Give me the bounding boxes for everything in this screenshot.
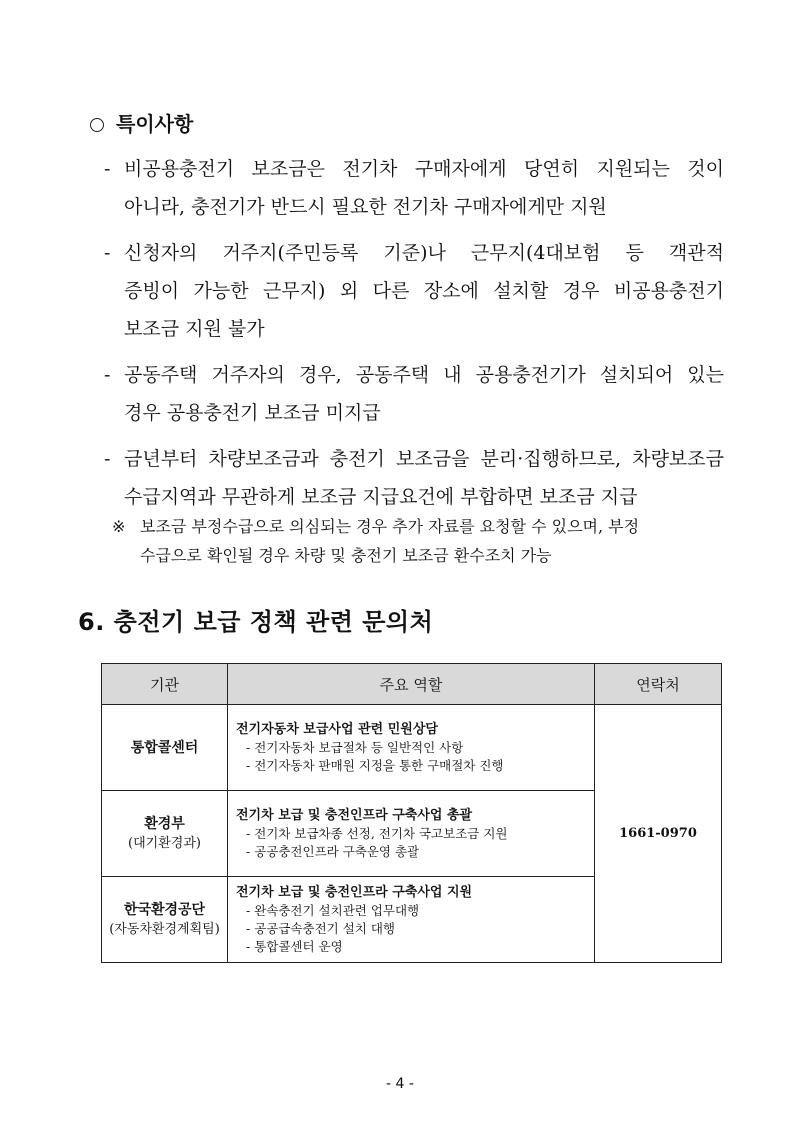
role-cell — [228, 705, 595, 791]
org-cell — [102, 877, 228, 963]
table-row — [102, 705, 722, 791]
special-notes-heading — [90, 108, 193, 137]
list-item — [104, 356, 724, 432]
bullet-line: 아니라, 충전기가 반드시 필요한 전기차 구매자에게만 지원 — [124, 196, 607, 218]
role-title: 전기자동차 보급사업 관련 민원상담 — [236, 721, 438, 737]
role-item: - 전기자동차 판매원 지정을 통한 구매절차 진행 — [246, 757, 504, 773]
org-cell — [102, 791, 228, 877]
special-notes-list — [104, 150, 724, 524]
org-subname: (자동차환경계획팀) — [109, 921, 220, 937]
role-item: - 통합콜센터 운영 — [246, 938, 343, 954]
header-org: 기관 — [102, 664, 228, 705]
dash-bullet: - — [104, 364, 111, 386]
special-notes-heading-text: 특이사항 — [116, 112, 194, 136]
dash-bullet: - — [104, 242, 111, 264]
role-item: - 공공급속충전기 설치 대행 — [246, 920, 395, 936]
header-role: 주요 역할 — [228, 664, 595, 705]
bullet-line: 공동주택 거주자의 경우, 공동주택 내 공용충전기가 설치되어 있는 — [124, 364, 724, 386]
circle-bullet-icon — [90, 118, 104, 132]
bullet-line: 신청자의 거주지(주민등록 기준)나 근무지(4대보험 등 객관적 — [124, 242, 724, 264]
reference-mark-icon: ※ — [112, 517, 126, 536]
role-item: - 전기차 보급차종 선정, 전기차 국고보조금 지원 — [246, 825, 508, 841]
note-line: 수급으로 확인될 경우 차량 및 충전기 보조금 환수조치 가능 — [140, 546, 552, 565]
table-header-row — [102, 664, 722, 705]
role-item: - 완속충전기 설치관련 업무대행 — [246, 902, 420, 918]
bullet-line: 금년부터 차량보조금과 충전기 보조금을 분리·집행하므로, 차량보조금 — [124, 448, 724, 470]
header-contact: 연락처 — [595, 664, 722, 705]
role-item: - 전기자동차 보급절차 등 일반적인 사항 — [246, 739, 464, 755]
bullet-line: 비공용충전기 보조금은 전기차 구매자에게 당연히 지원되는 것이 — [124, 158, 724, 180]
contacts-table — [101, 663, 722, 963]
note-line: 보조금 부정수급으로 의심되는 경우 추가 자료를 요청할 수 있으며, 부정 — [140, 517, 640, 536]
org-cell — [102, 705, 228, 791]
bullet-line: 보조금 지원 불가 — [124, 318, 265, 340]
org-subname: (대기환경과) — [128, 835, 201, 851]
org-name: 환경부 — [144, 815, 185, 832]
role-cell — [228, 791, 595, 877]
dash-bullet: - — [104, 448, 111, 470]
org-name: 한국환경공단 — [123, 901, 206, 918]
note-block — [112, 512, 724, 570]
bullet-line: 수급지역과 무관하게 보조금 지급요건에 부합하면 보조금 지급 — [124, 486, 638, 508]
role-title: 전기차 보급 및 충전인프라 구축사업 총괄 — [236, 807, 473, 823]
section-6-title: 6. 충전기 보급 정책 관련 문의처 — [78, 608, 434, 636]
bullet-line: 증빙이 가능한 근무지) 외 다른 장소에 설치할 경우 비공용충전기 — [124, 280, 724, 302]
contact-cell: 1661-0970 — [595, 705, 722, 963]
role-cell — [228, 877, 595, 963]
list-item — [104, 234, 724, 348]
list-item — [104, 440, 724, 516]
dash-bullet: - — [104, 158, 111, 180]
role-item: - 공공충전인프라 구축운영 총괄 — [246, 843, 420, 859]
role-title: 전기차 보급 및 충전인프라 구축사업 지원 — [236, 884, 473, 900]
bullet-line: 경우 공용충전기 보조금 미지급 — [124, 402, 381, 424]
list-item — [104, 150, 724, 226]
page-number: - 4 - — [386, 1076, 414, 1092]
org-name: 통합콜센터 — [130, 739, 199, 756]
